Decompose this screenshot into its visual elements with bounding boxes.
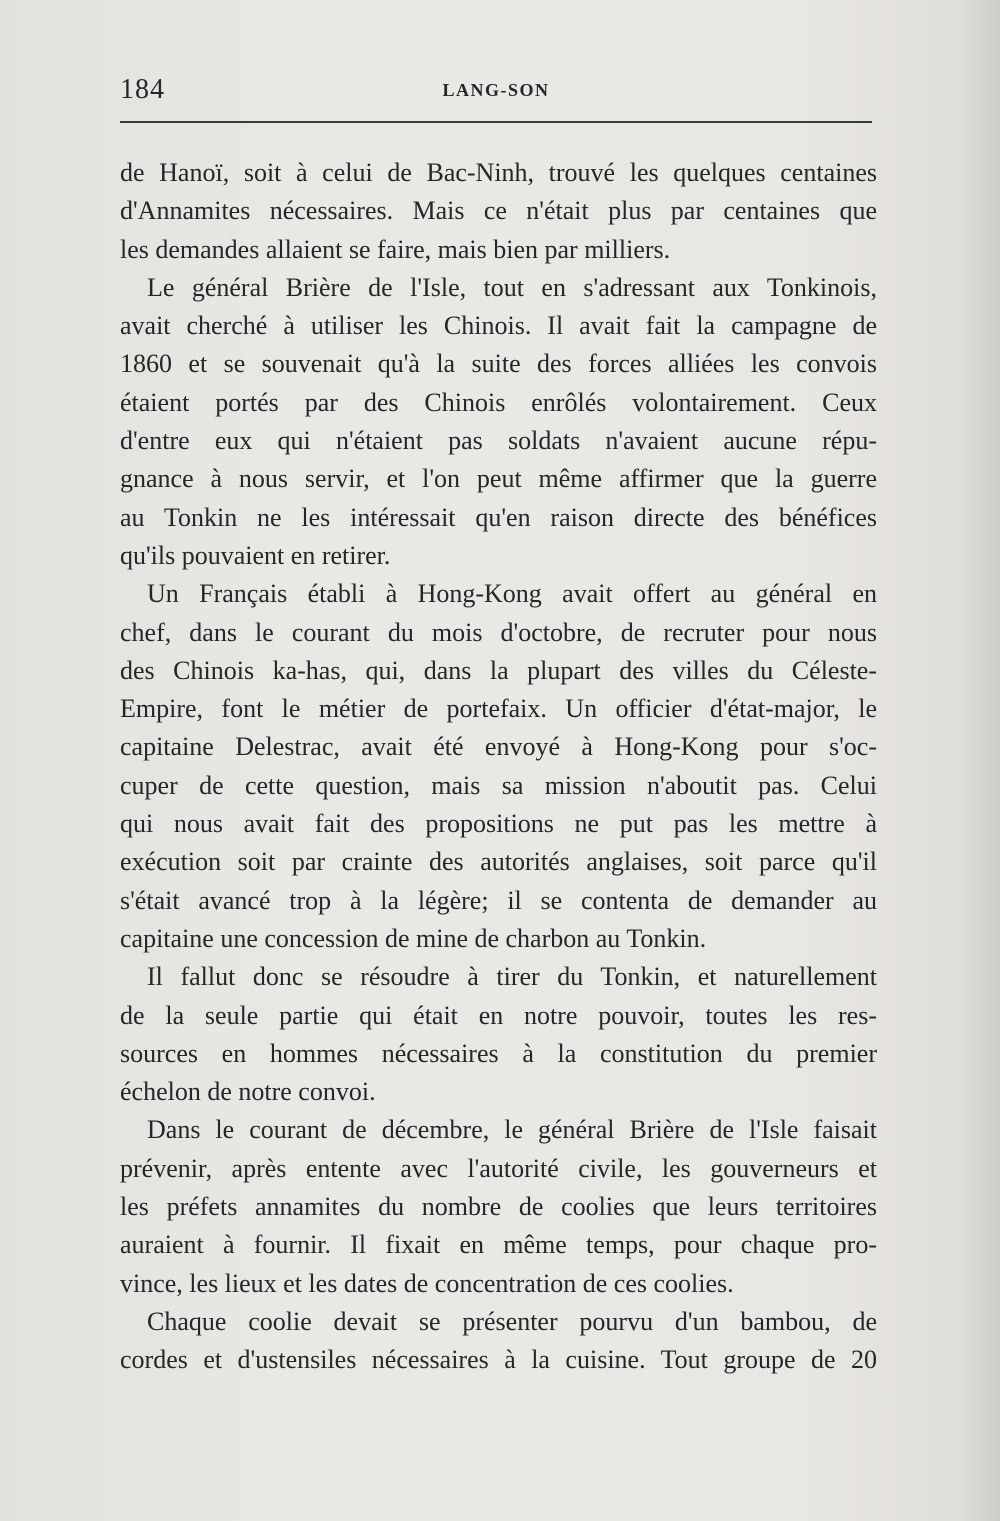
running-title: LANG-SON bbox=[442, 80, 550, 100]
text-line: cuper de cette question, mais sa mission n'aboutit pas. Celui bbox=[120, 770, 877, 800]
text-line: Chaque coolie devait se présenter pourvu d'un bambou, de bbox=[147, 1306, 877, 1336]
text-line: Un Français établi à Hong-Kong avait offert au général en bbox=[147, 579, 877, 609]
text-line: chef, dans le courant du mois d'octobre, de recruter pour nous bbox=[120, 617, 877, 647]
text-line: gnance à nous servir, et l'on peut même affirmer que la guerre bbox=[120, 464, 877, 494]
text-line: vince, les lieux et les dates de concentration de ces coolies. bbox=[120, 1268, 734, 1298]
text-line: avait cherché à utiliser les Chinois. Il avait fait la campagne de bbox=[120, 311, 877, 341]
text-line: des Chinois ka-has, qui, dans la plupart des villes du Céleste- bbox=[120, 655, 877, 685]
text-line: qui nous avait fait des propositions ne put pas les mettre à bbox=[120, 809, 877, 839]
body-text bbox=[120, 154, 877, 1380]
text-line: de la seule partie qui était en notre pouvoir, toutes les res- bbox=[120, 1000, 877, 1030]
text-line: qu'ils pouvaient en retirer. bbox=[120, 540, 391, 570]
text-line: les préfets annamites du nombre de coolies que leurs territoires bbox=[120, 1192, 877, 1222]
text-line: s'était avancé trop à la légère; il se contenta de demander au bbox=[120, 885, 877, 915]
text-line: étaient portés par des Chinois enrôlés volontairement. Ceux bbox=[120, 387, 877, 417]
text-line: Dans le courant de décembre, le général Brière de l'Isle faisait bbox=[147, 1115, 877, 1145]
text-line: d'Annamites nécessaires. Mais ce n'était plus par centaines que bbox=[120, 196, 877, 226]
text-line: capitaine une concession de mine de charbon au Tonkin. bbox=[120, 923, 707, 953]
paragraph bbox=[120, 269, 877, 575]
page-header bbox=[120, 70, 872, 110]
page-edge-shadow bbox=[960, 0, 1000, 1521]
text-line: Le général Brière de l'Isle, tout en s'adressant aux Tonkinois, bbox=[147, 272, 877, 302]
paragraph bbox=[120, 575, 877, 958]
text-line: prévenir, après entente avec l'autorité civile, les gouverneurs et bbox=[120, 1153, 877, 1183]
text-line: capitaine Delestrac, avait été envoyé à Hong-Kong pour s'oc- bbox=[120, 732, 877, 762]
text-line: Empire, font le métier de portefaix. Un officier d'état-major, le bbox=[120, 694, 877, 724]
text-line: exécution soit par crainte des autorités anglaises, soit parce qu'il bbox=[120, 847, 877, 877]
header-rule bbox=[120, 121, 872, 123]
paragraph bbox=[120, 1303, 877, 1380]
text-line: de Hanoï, soit à celui de Bac-Ninh, trouvé les quelques centaines bbox=[120, 158, 877, 187]
text-line: d'entre eux qui n'étaient pas soldats n'avaient aucune répu- bbox=[120, 426, 877, 456]
text-line: au Tonkin ne les intéressait qu'en raison directe des bénéfices bbox=[120, 502, 877, 532]
paragraph bbox=[120, 1111, 877, 1302]
text-line: auraient à fournir. Il fixait en même temps, pour chaque pro- bbox=[120, 1230, 877, 1260]
text-line: Il fallut donc se résoudre à tirer du Tonkin, et naturellement bbox=[147, 962, 877, 992]
text-line: cordes et d'ustensiles nécessaires à la cuisine. Tout groupe de 20 bbox=[120, 1345, 877, 1375]
paragraph bbox=[120, 154, 877, 269]
text-line: sources en hommes nécessaires à la constitution du premier bbox=[120, 1038, 877, 1068]
text-line: échelon de notre convoi. bbox=[120, 1077, 376, 1107]
page-number: 184 bbox=[120, 74, 165, 105]
text-line: les demandes allaient se faire, mais bien par milliers. bbox=[120, 234, 671, 264]
text-line: 1860 et se souvenait qu'à la suite des forces alliées les convois bbox=[120, 349, 877, 379]
paragraph bbox=[120, 958, 877, 1111]
